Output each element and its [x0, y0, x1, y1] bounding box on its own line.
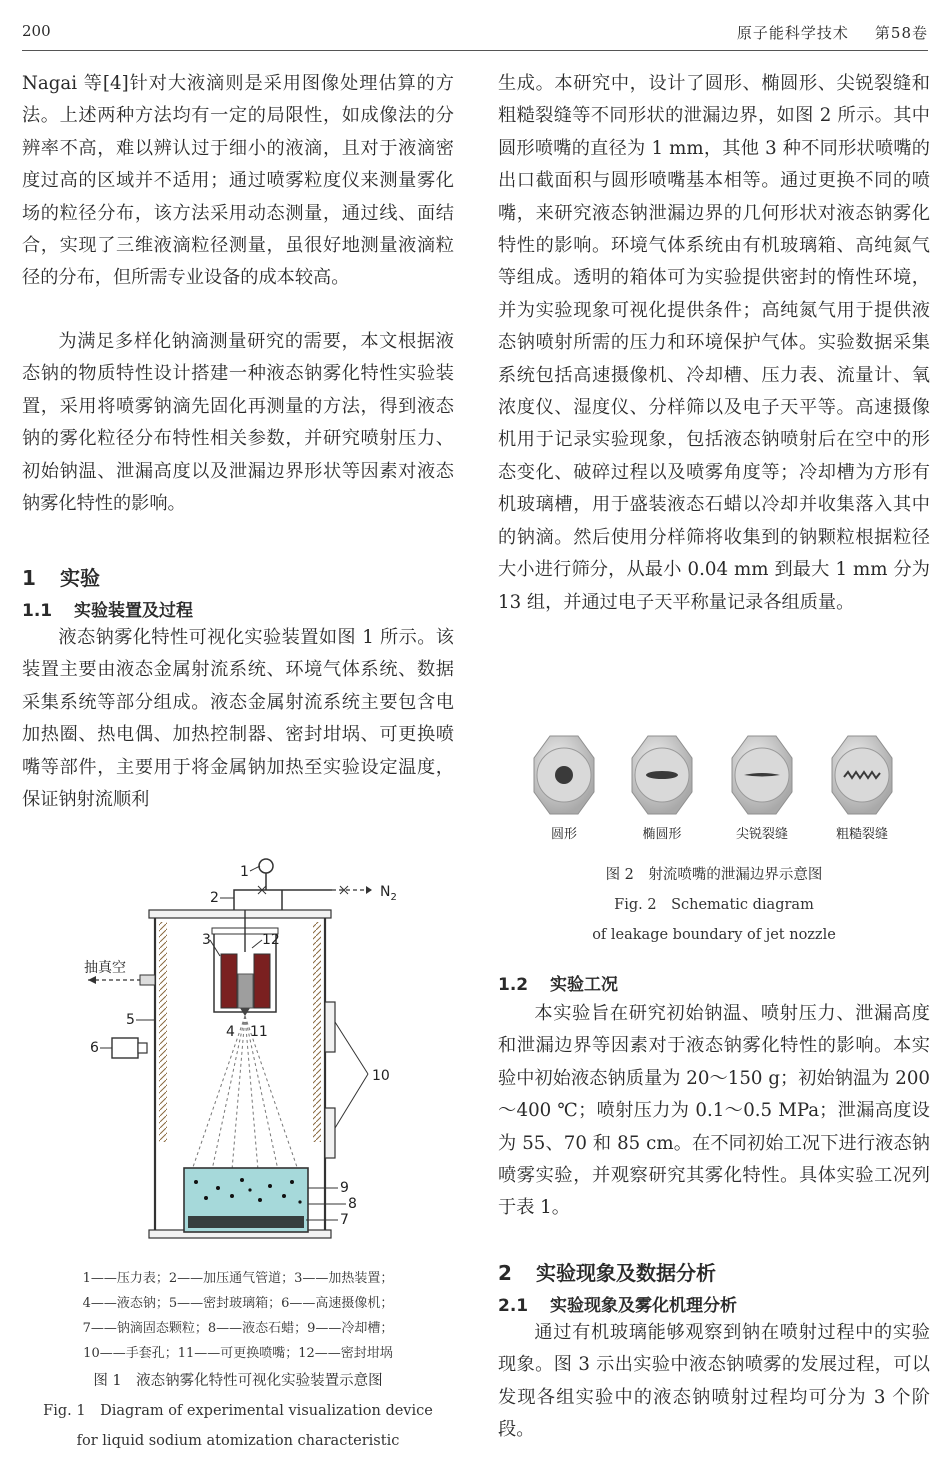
callout-7: 7: [340, 1212, 349, 1228]
paragraph: Nagai 等[4]针对大液滴则是采用图像处理估算的方法。上述两种方法均有一定的局限性，如成像法的分辨率不高，难以辨认过于细小的液滴，且对于液滴密度过高的区域并不适用；通过喷雾粒度仪来测量雾化场的粒径分布，该方法采用动态测量，通过线、面结合，实现了三维液滴粒径测量，虽很好地测量液滴粒径的分布，但所需专业设备的成本较高。: [22, 73, 454, 289]
callout-3: 3: [202, 932, 211, 948]
volume-label: 第58卷: [874, 24, 928, 42]
journal-info: [711, 22, 928, 43]
section-heading-2-1: [498, 1291, 930, 1317]
nozzle-label: 椭圆形: [642, 827, 682, 842]
journal-name: 原子能科学技术: [736, 24, 849, 42]
nozzle-label: 粗糙裂缝: [835, 827, 889, 842]
n2-label: $N_2$: [380, 884, 397, 903]
figure-caption-en: for liquid sodium atomization characteristic: [76, 1433, 400, 1449]
right-column-lower: [498, 970, 930, 1446]
nozzle-sharp-crack: [732, 736, 792, 814]
figure-2: [498, 722, 930, 950]
glove-hole: [325, 1108, 335, 1158]
callout-8: 8: [348, 1196, 357, 1212]
heater-coil: [254, 954, 270, 1008]
figure-caption-en: Fig. 2 Schematic diagram: [614, 897, 814, 913]
nozzle-shapes: [498, 722, 930, 850]
gas-pipe: [234, 890, 332, 912]
apparatus-diagram: [22, 852, 454, 1262]
section-number: 1.1: [22, 601, 53, 621]
callout-10: 10: [372, 1068, 390, 1084]
figure-caption-en: Fig. 1 Diagram of experimental visualization device: [43, 1403, 433, 1419]
spray-cone: [192, 1016, 298, 1170]
paragraph: 为满足多样化钠滴测量研究的需要，本文根据液态钠的物质特性设计搭建一种液态钠雾化特性实验装置，采用将喷雾钠滴先固化再测量的方法，得到液态钠的雾化粒径分布特性相关参数，并研究喷射压力、初始钠温、泄漏高度以及泄漏边界形状等因素对液态钠雾化特性的影响。: [22, 331, 454, 515]
right-column: [498, 68, 930, 619]
paragraph: 通过有机玻璃能够观察到钠在喷射过程中的实验现象。图 3 示出实验中液态钠喷雾的发展过程，可以发现各组实验中的液态钠喷射过程均可分为 3 个阶段。: [498, 1321, 930, 1441]
figure-caption-cn: 图 2 射流喷嘴的泄漏边界示意图: [605, 867, 823, 883]
section-heading-1-2: [498, 970, 930, 998]
section-title: 实验: [60, 566, 100, 590]
callout-2: 2: [210, 890, 219, 906]
callout-11: 11: [250, 1024, 268, 1040]
figure-1: [22, 852, 454, 1456]
liquid-sodium: [238, 974, 253, 1008]
section-number: 1: [22, 566, 36, 590]
glove-hole: [325, 1002, 335, 1052]
paragraph: 本实验旨在研究初始钠温、喷射压力、泄漏高度和泄漏边界等因素对于液态钠雾化特性的影响。本实验中初始液态钠质量为 20～150 g；初始钠温为 200～400 ℃；喷射压力为 0.1～0.5 MPa；泄漏高度设为 55、70 和 85 cm。在不同初始工况下进行液态钠喷雾实验，并观察研究其雾化特性。具体实验工况列于表 1。: [498, 1003, 930, 1219]
callout-1: 1: [240, 864, 249, 880]
heater-coil: [221, 954, 237, 1008]
figure-legend: 1——压力表；2——加压通气管道；3——加热装置；: [82, 1271, 394, 1286]
figure-legend: 10——手套孔；11——可更换喷嘴；12——密封坩埚: [83, 1346, 393, 1361]
callout-9: 9: [340, 1180, 349, 1196]
nozzle-label: 尖锐裂缝: [735, 827, 789, 842]
nozzle-ellipse: [632, 736, 692, 814]
figure-legend: 7——钠滴固态颗粒；8——液态石蜡；9——冷却槽；: [82, 1321, 394, 1336]
figure-legend: 4——液态钠；5——密封玻璃箱；6——高速摄像机；: [82, 1296, 394, 1311]
section-heading-1: [22, 562, 454, 590]
paragraph: 生成。本研究中，设计了圆形、椭圆形、尖锐裂缝和粗糙裂缝等不同形状的泄漏边界，如图 2 所示。其中圆形喷嘴的直径为 1 mm，其他 3 种不同形状喷嘴的出口截面积与圆形喷嘴基本相等。通过更换不同的喷嘴，来研究液态钠泄漏边界的几何形状对液态钠雾化特性的影响。环境气体系统由有机玻璃箱、高纯氮气等组成。透明的箱体可为实验提供密封的惰性环境，并为实验现象可视化提供条件；高纯氮气用于提供液态钠喷射所需的压力和环境保护气体。实验数据采集系统包括高速摄像机、冷却槽、压力表、流量计、氧浓度仪、湿度仪、分样筛以及电子天平等。高速摄像机用于记录实验现象，包括液态钠喷射后在空中的形态变化、破碎过程以及喷雾角度等；冷却槽为方形有机玻璃槽，用于盛装液态石蜡以冷却并收集落入其中的钠滴。然后使用分样筛将收集到的钠颗粒根据粒径大小进行筛分，从最小 0.04 mm 到最大 1 mm 分为 13 组，并通过电子天平称量记录各组质量。: [498, 73, 930, 613]
figure-caption-en: of leakage boundary of jet nozzle: [592, 927, 836, 943]
section-number: 2.1: [498, 1295, 529, 1316]
pressure-gauge: [259, 859, 273, 873]
callout-4: 4: [226, 1024, 235, 1040]
section-number: 2: [498, 1260, 512, 1285]
section-heading-2: [498, 1257, 930, 1285]
section-title: 实验现象及雾化机理分析: [550, 1295, 737, 1316]
left-column: [22, 68, 454, 816]
section-heading-1-1: [22, 596, 454, 622]
paragraph: 液态钠雾化特性可视化实验装置如图 1 所示。该装置主要由液态金属射流系统、环境气体系统、数据采集系统等部分组成。液态金属射流系统主要包含电加热圈、热电偶、加热控制器、密封坩埚、可更换喷嘴等部件，主要用于将金属钠加热至实验设定温度，保证钠射流顺利: [22, 627, 454, 811]
section-title: 实验装置及过程: [74, 601, 193, 621]
nozzle-label: 圆形: [550, 827, 578, 842]
section-title: 实验现象及数据分析: [536, 1260, 716, 1285]
page-number: 200: [22, 22, 51, 40]
callout-5: 5: [126, 1012, 135, 1028]
running-header: [22, 14, 928, 51]
callout-12: 12: [262, 932, 280, 948]
vacuum-label: 抽真空: [84, 960, 126, 976]
high-speed-camera: [112, 1038, 138, 1058]
callout-6: 6: [90, 1040, 99, 1056]
figure-caption-cn: 图 1 液态钠雾化特性可视化实验装置示意图: [93, 1373, 383, 1389]
nozzle-round: [534, 736, 594, 814]
nozzle-rough-crack: [832, 736, 892, 814]
section-number: 1.2: [498, 975, 529, 995]
section-title: 实验工况: [550, 975, 618, 995]
